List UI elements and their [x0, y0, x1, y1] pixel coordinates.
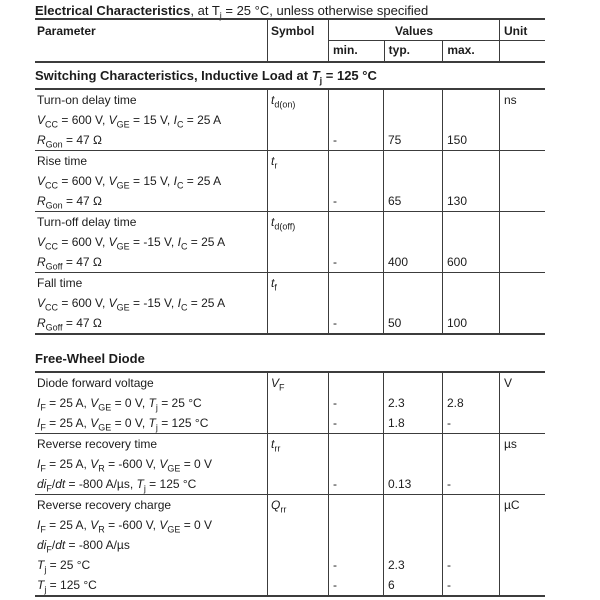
parameter-line: Reverse recovery charge [37, 498, 172, 512]
min-value: - [333, 558, 337, 572]
switching-characteristics-table [35, 88, 545, 335]
max-value-cell [442, 495, 499, 595]
condition-line: $R_{Goff} = 47$ Ω [37, 255, 102, 272]
section-heading-free-wheel-diode: Free-Wheel Diode [35, 351, 145, 366]
min-value: - [333, 133, 337, 147]
unit-cell [499, 495, 545, 595]
condition-line: $di_F/dt = -800$ A/µs [37, 538, 130, 555]
unit-cell [499, 373, 545, 433]
table-header [35, 18, 545, 63]
parameter-cell [35, 212, 267, 272]
table-row-turn-on-delay [35, 90, 545, 150]
table-row-fall-time [35, 272, 545, 333]
unit-cell [499, 273, 545, 333]
max-value-cell [442, 90, 499, 150]
min-value: - [333, 255, 337, 269]
parameter-line: Diode forward voltage [37, 376, 154, 390]
condition-line: $V_{CC} = 600$ V, $V_{GE} = 15$ V, $I_C = 25$ A [37, 174, 222, 191]
parameter-line: Fall time [37, 276, 83, 290]
section-heading-switching: Switching Characteristics, Inductive Load at $T_j = 125$ °C [35, 68, 377, 86]
column-header-min: min. [333, 43, 358, 57]
typ-value: 2.3 [388, 558, 405, 572]
min-value: - [333, 578, 337, 592]
symbol-text: $t_f$ [271, 276, 277, 293]
parameter-cell [35, 434, 267, 494]
document-page [35, 0, 545, 600]
condition-line: $V_{CC} = 600$ V, $V_{GE} = -15$ V, $I_C = 25$ A [37, 235, 226, 252]
min-value-cell [328, 495, 383, 595]
max-value: 100 [447, 316, 468, 330]
min-value: - [333, 477, 337, 491]
symbol-text: $t_r$ [271, 154, 278, 171]
column-header-unit-group [499, 20, 545, 61]
condition-line: $V_{CC} = 600$ V, $V_{GE} = 15$ V, $I_C = 25$ A [37, 113, 222, 130]
column-header-values-group [328, 20, 499, 61]
max-value: 130 [447, 194, 468, 208]
symbol-cell [267, 212, 328, 272]
min-value-cell [328, 434, 383, 494]
typ-value: 6 [388, 578, 395, 592]
typ-value-cell [383, 212, 442, 272]
max-value: 150 [447, 133, 468, 147]
max-value: - [447, 578, 451, 592]
condition-line: $I_F = 25$ A, $V_R = -600$ V, $V_{GE} = 0$ V [37, 457, 213, 474]
symbol-text: $t_{rr}$ [271, 437, 281, 454]
typ-value-cell [383, 373, 442, 433]
unit-cell [499, 434, 545, 494]
symbol-cell [267, 434, 328, 494]
column-header-symbol: Symbol [267, 20, 328, 61]
unit-cell [499, 90, 545, 150]
unit-text: µC [504, 498, 520, 512]
max-value-cell [442, 273, 499, 333]
typ-value: 50 [388, 316, 402, 330]
symbol-cell [267, 273, 328, 333]
unit-cell [499, 151, 545, 211]
symbol-text: $Q_{rr}$ [271, 498, 287, 515]
symbol-cell [267, 90, 328, 150]
free-wheel-diode-table [35, 371, 545, 597]
table-row-rise-time [35, 150, 545, 211]
min-value-cell [328, 273, 383, 333]
values-subheader-row [329, 41, 499, 61]
max-value-cell [442, 434, 499, 494]
unit-text: µs [504, 437, 517, 451]
symbol-cell [267, 495, 328, 595]
condition-line: $T_j = 25$ °C [37, 558, 91, 575]
unit-cell [499, 212, 545, 272]
symbol-text: $V_F$ [271, 376, 285, 393]
condition-line: $I_F = 25$ A, $V_{GE} = 0$ V, $T_j = 125$ °C [37, 416, 209, 433]
parameter-line: Reverse recovery time [37, 437, 158, 451]
symbol-text: $t_{d(on)}$ [271, 93, 296, 110]
min-value: - [333, 194, 337, 208]
min-value-cell [328, 373, 383, 433]
min-value-cell [328, 212, 383, 272]
unit-text [504, 273, 545, 293]
table-row-reverse-recovery-time [35, 433, 545, 494]
parameter-cell [35, 273, 267, 333]
typ-value-cell [383, 495, 442, 595]
max-value-cell [442, 212, 499, 272]
parameter-line: Turn-on delay time [37, 93, 137, 107]
condition-line: $T_j = 125$ °C [37, 578, 97, 595]
typ-value-cell [383, 273, 442, 333]
condition-line: $di_F/dt = -800$ A/µs, $T_j = 125$ °C [37, 477, 197, 494]
typ-value: 400 [388, 255, 409, 269]
condition-line: $R_{Goff} = 47$ Ω [37, 316, 102, 333]
min-value: - [333, 396, 337, 410]
parameter-cell [35, 495, 267, 595]
condition-line: $R_{Gon} = 47$ Ω [37, 194, 103, 211]
table-row-diode-forward-voltage [35, 373, 545, 433]
unit-header-empty-cell [500, 41, 545, 61]
typ-value-cell [383, 434, 442, 494]
max-value-cell [442, 151, 499, 211]
condition-line: $I_F = 25$ A, $V_R = -600$ V, $V_{GE} = 0$ V [37, 518, 213, 535]
column-header-values: Values [329, 20, 499, 41]
unit-text: V [504, 376, 513, 390]
column-header-max: max. [442, 41, 499, 61]
page-title-rest: , at $T_j = 25$ °C, unless otherwise specified [190, 3, 429, 21]
parameter-cell [35, 151, 267, 211]
min-value-cell [328, 151, 383, 211]
min-value: - [333, 416, 337, 430]
parameter-line: Turn-off delay time [37, 215, 137, 229]
typ-value: 2.3 [388, 396, 405, 410]
min-value: - [333, 316, 337, 330]
max-value-cell [442, 373, 499, 433]
table-row-reverse-recovery-charge [35, 494, 545, 595]
typ-value: 65 [388, 194, 402, 208]
unit-text [504, 212, 545, 232]
column-header-typ: typ. [384, 41, 443, 61]
unit-text: ns [504, 93, 517, 107]
page-title-bold: Electrical Characteristics [35, 3, 191, 18]
max-value: 600 [447, 255, 468, 269]
min-value-cell [328, 90, 383, 150]
max-value: - [447, 558, 451, 572]
typ-value-cell [383, 90, 442, 150]
typ-value: 0.13 [388, 477, 412, 491]
unit-text [504, 151, 545, 171]
typ-value: 1.8 [388, 416, 405, 430]
max-value: 2.8 [447, 396, 464, 410]
table-row-turn-off-delay [35, 211, 545, 272]
page-title [35, 3, 429, 21]
parameter-cell [35, 373, 267, 433]
column-header-parameter: Parameter [37, 24, 96, 38]
typ-value: 75 [388, 133, 402, 147]
parameter-cell [35, 90, 267, 150]
parameter-line: Rise time [37, 154, 88, 168]
column-header-unit: Unit [500, 20, 545, 41]
condition-line: $R_{Gon} = 47$ Ω [37, 133, 103, 150]
max-value: - [447, 477, 451, 491]
symbol-cell [267, 373, 328, 433]
condition-line: $V_{CC} = 600$ V, $V_{GE} = -15$ V, $I_C = 25$ A [37, 296, 226, 313]
condition-line: $I_F = 25$ A, $V_{GE} = 0$ V, $T_j = 25$ °C [37, 396, 202, 413]
symbol-text: $t_{d(off)}$ [271, 215, 296, 232]
max-value: - [447, 416, 451, 430]
symbol-cell [267, 151, 328, 211]
typ-value-cell [383, 151, 442, 211]
